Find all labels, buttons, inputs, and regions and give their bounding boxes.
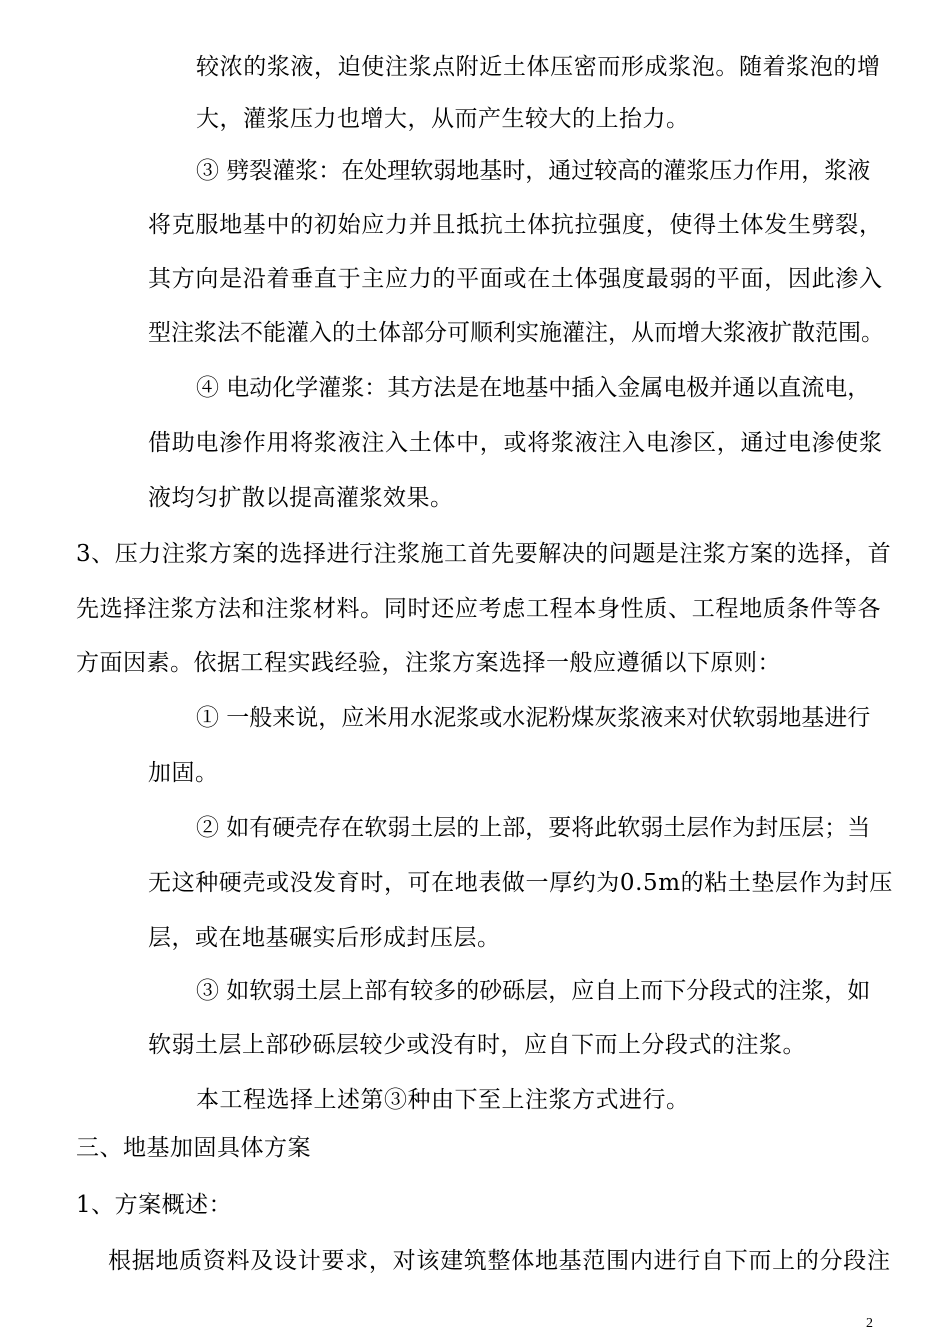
section-heading: 三、地基加固具体方案 <box>76 1135 311 1161</box>
text-line-5: 其方向是沿着垂直于主应力的平面或在土体强度最弱的平面，因此渗入 <box>148 266 883 292</box>
text-line-7: ④ 电动化学灌浆：其方法是在地基中插入金属电极并通以直流电， <box>196 375 871 401</box>
text-line-15: ② 如有硬壳存在软弱土层的上部，要将此软弱土层作为封压层；当 <box>196 815 871 841</box>
text-line-3: ③ 劈裂灌浆：在处理软弱地基时，通过较高的灌浆压力作用，浆液 <box>196 158 871 184</box>
text-line-4: 将克服地基中的初始应力并且抵抗土体抗拉强度，使得土体发生劈裂， <box>148 212 883 238</box>
text-line-13: ① 一般来说，应米用水泥浆或水泥粉煤灰浆液来对伏软弱地基进行 <box>196 705 871 731</box>
text-line-11: 先选择注浆方法和注浆材料。同时还应考虑工程本身性质、工程地质条件等各 <box>76 596 882 622</box>
text-line-8: 借助电渗作用将浆液注入土体中，或将浆液注入电渗区，通过电渗使浆 <box>148 430 883 456</box>
page-number: 2 <box>866 1316 873 1331</box>
subsection-heading: 1、方案概述： <box>76 1192 233 1218</box>
text-line-9: 液均匀扩散以提高灌浆效果。 <box>148 485 454 511</box>
text-line-17: 层，或在地基碾实后形成封压层。 <box>148 925 501 951</box>
text-line-19: 软弱土层上部砂砾层较少或没有时，应自下而上分段式的注浆。 <box>148 1032 806 1058</box>
text-line-2: 大，灌浆压力也增大，从而产生较大的上抬力。 <box>196 106 690 132</box>
text-line-1: 较浓的浆液，迫使注浆点附近土体压密而形成浆泡。随着浆泡的增 <box>196 54 881 80</box>
text-line-23: 根据地质资料及设计要求，对该建筑整体地基范围内进行自下而上的分段注 <box>108 1248 891 1274</box>
text-line-6: 型注浆法不能灌入的土体部分可顺利实施灌注，从而增大浆液扩散范围。 <box>148 320 884 346</box>
text-line-12: 方面因素。依据工程实践经验，注浆方案选择一般应遵循以下原则： <box>76 650 781 676</box>
text-line-20: 本工程选择上述第③种由下至上注浆方式进行。 <box>196 1087 690 1113</box>
section-3-heading-line: 3、压力注浆方案的选择进行注浆施工首先要解决的问题是注浆方案的选择，首 <box>76 541 892 567</box>
text-line-18: ③ 如软弱土层上部有较多的砂砾层，应自上而下分段式的注浆，如 <box>196 978 871 1004</box>
text-line-16: 无这种硬壳或没发育时，可在地表做一厚约为0.5m的粘土垫层作为封压 <box>148 870 893 896</box>
text-line-14: 加固。 <box>148 760 219 786</box>
